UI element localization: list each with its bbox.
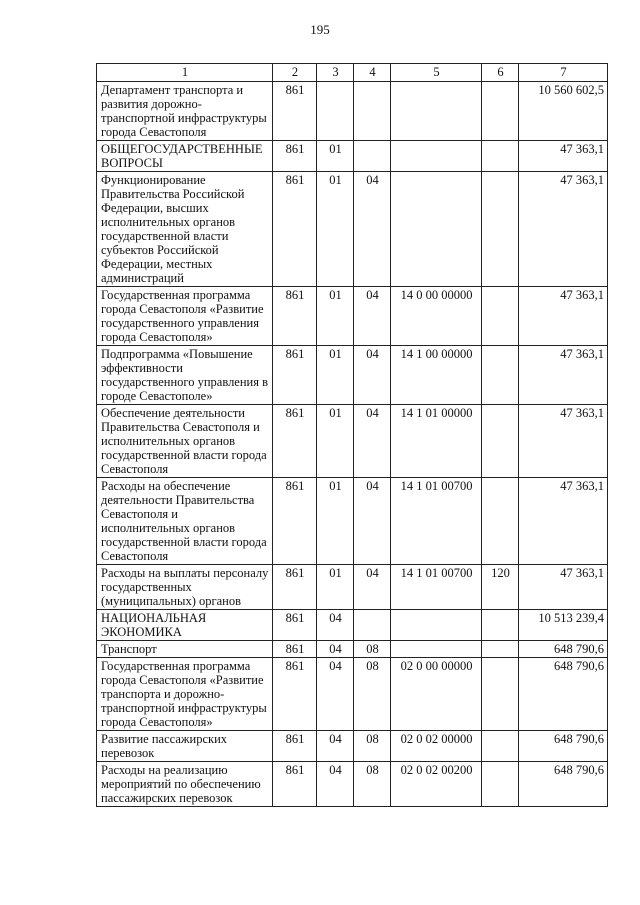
table-row [97, 346, 608, 405]
row-rz-cell: 04 [317, 658, 354, 731]
column-header-6: 6 [482, 64, 519, 82]
row-rz-cell: 01 [317, 478, 354, 565]
table-row [97, 762, 608, 807]
row-vr-cell [482, 641, 519, 658]
row-gr-cell: 861 [273, 405, 317, 478]
row-vr-cell [482, 82, 519, 141]
row-csr-cell: 14 1 01 00700 [391, 565, 482, 610]
row-gr-cell: 861 [273, 731, 317, 762]
row-vr-cell [482, 346, 519, 405]
row-amount-cell: 648 790,6 [519, 641, 608, 658]
row-gr-cell: 861 [273, 287, 317, 346]
row-pr-cell: 04 [354, 172, 391, 287]
row-amount-cell: 47 363,1 [519, 478, 608, 565]
column-header-4: 4 [354, 64, 391, 82]
column-header-1: 1 [97, 64, 273, 82]
row-gr-cell: 861 [273, 478, 317, 565]
row-name-cell: Обеспечение деятельности Правительства Севастополя и исполнительных органов государственной власти города Севастополя [97, 405, 273, 478]
row-name-cell: Расходы на обеспечение деятельности Правительства Севастополя и исполнительных органов государственной власти города Севастополя [97, 478, 273, 565]
row-vr-cell [482, 762, 519, 807]
row-pr-cell [354, 82, 391, 141]
row-pr-cell: 08 [354, 641, 391, 658]
row-pr-cell [354, 141, 391, 172]
row-name-cell: Департамент транспорта и развития дорожно-транспортной инфраструктуры города Севастополя [97, 82, 273, 141]
row-amount-cell: 47 363,1 [519, 565, 608, 610]
table-row [97, 610, 608, 641]
row-gr-cell: 861 [273, 565, 317, 610]
row-pr-cell: 08 [354, 731, 391, 762]
row-amount-cell: 47 363,1 [519, 141, 608, 172]
row-amount-cell: 47 363,1 [519, 346, 608, 405]
row-amount-cell: 47 363,1 [519, 172, 608, 287]
row-csr-cell [391, 641, 482, 658]
row-pr-cell: 08 [354, 658, 391, 731]
row-pr-cell: 04 [354, 478, 391, 565]
row-csr-cell [391, 610, 482, 641]
row-name-cell: Государственная программа города Севастополя «Развитие транспорта и дорожно-транспортной инфраструктуры города Севастополя» [97, 658, 273, 731]
table-row [97, 641, 608, 658]
row-csr-cell [391, 172, 482, 287]
table-row [97, 405, 608, 478]
row-csr-cell: 14 1 01 00000 [391, 405, 482, 478]
row-pr-cell: 04 [354, 346, 391, 405]
row-gr-cell: 861 [273, 762, 317, 807]
row-pr-cell: 04 [354, 287, 391, 346]
row-vr-cell: 120 [482, 565, 519, 610]
table-row [97, 141, 608, 172]
row-rz-cell [317, 82, 354, 141]
row-amount-cell: 648 790,6 [519, 762, 608, 807]
row-csr-cell: 14 1 00 00000 [391, 346, 482, 405]
row-csr-cell: 14 1 01 00700 [391, 478, 482, 565]
row-pr-cell: 04 [354, 405, 391, 478]
row-rz-cell: 04 [317, 641, 354, 658]
row-amount-cell: 47 363,1 [519, 405, 608, 478]
row-gr-cell: 861 [273, 346, 317, 405]
table-row [97, 82, 608, 141]
row-amount-cell: 648 790,6 [519, 658, 608, 731]
table-row [97, 478, 608, 565]
row-amount-cell: 648 790,6 [519, 731, 608, 762]
row-vr-cell [482, 478, 519, 565]
row-gr-cell: 861 [273, 641, 317, 658]
column-header-7: 7 [519, 64, 608, 82]
row-csr-cell [391, 82, 482, 141]
row-rz-cell: 04 [317, 762, 354, 807]
row-rz-cell: 04 [317, 731, 354, 762]
column-header-5: 5 [391, 64, 482, 82]
table-row [97, 287, 608, 346]
row-rz-cell: 01 [317, 346, 354, 405]
row-rz-cell: 01 [317, 141, 354, 172]
row-rz-cell: 01 [317, 287, 354, 346]
column-header-2: 2 [273, 64, 317, 82]
row-name-cell: Развитие пассажирских перевозок [97, 731, 273, 762]
row-rz-cell: 01 [317, 172, 354, 287]
row-name-cell: Расходы на реализацию мероприятий по обеспечению пассажирских перевозок [97, 762, 273, 807]
table-row [97, 731, 608, 762]
row-vr-cell [482, 287, 519, 346]
row-vr-cell [482, 658, 519, 731]
row-csr-cell: 14 0 00 00000 [391, 287, 482, 346]
row-name-cell: Государственная программа города Севастополя «Развитие государственного управления города Севастополя» [97, 287, 273, 346]
table-header-row [97, 64, 608, 82]
row-rz-cell: 01 [317, 405, 354, 478]
row-name-cell: Функционирование Правительства Российской Федерации, высших исполнительных органов государственной власти субъектов Российской Федерации, местных администраций [97, 172, 273, 287]
table-row [97, 565, 608, 610]
row-name-cell: Подпрограмма «Повышение эффективности государственного управления в городе Севастополе» [97, 346, 273, 405]
column-header-3: 3 [317, 64, 354, 82]
row-csr-cell: 02 0 02 00200 [391, 762, 482, 807]
table-row [97, 172, 608, 287]
row-vr-cell [482, 731, 519, 762]
table-row [97, 658, 608, 731]
row-gr-cell: 861 [273, 172, 317, 287]
row-csr-cell: 02 0 00 00000 [391, 658, 482, 731]
row-pr-cell [354, 610, 391, 641]
row-vr-cell [482, 172, 519, 287]
row-gr-cell: 861 [273, 658, 317, 731]
row-pr-cell: 04 [354, 565, 391, 610]
row-rz-cell: 01 [317, 565, 354, 610]
row-name-cell: Расходы на выплаты персоналу государственных (муниципальных) органов [97, 565, 273, 610]
row-rz-cell: 04 [317, 610, 354, 641]
row-vr-cell [482, 141, 519, 172]
row-gr-cell: 861 [273, 141, 317, 172]
row-name-cell: НАЦИОНАЛЬНАЯ ЭКОНОМИКА [97, 610, 273, 641]
row-csr-cell: 02 0 02 00000 [391, 731, 482, 762]
row-amount-cell: 10 560 602,5 [519, 82, 608, 141]
row-amount-cell: 47 363,1 [519, 287, 608, 346]
page-number: 195 [310, 22, 330, 37]
row-csr-cell [391, 141, 482, 172]
budget-table [96, 63, 608, 807]
row-vr-cell [482, 610, 519, 641]
row-gr-cell: 861 [273, 610, 317, 641]
row-pr-cell: 08 [354, 762, 391, 807]
row-name-cell: Транспорт [97, 641, 273, 658]
row-name-cell: ОБЩЕГОСУДАРСТВЕННЫЕ ВОПРОСЫ [97, 141, 273, 172]
row-gr-cell: 861 [273, 82, 317, 141]
row-amount-cell: 10 513 239,4 [519, 610, 608, 641]
row-vr-cell [482, 405, 519, 478]
